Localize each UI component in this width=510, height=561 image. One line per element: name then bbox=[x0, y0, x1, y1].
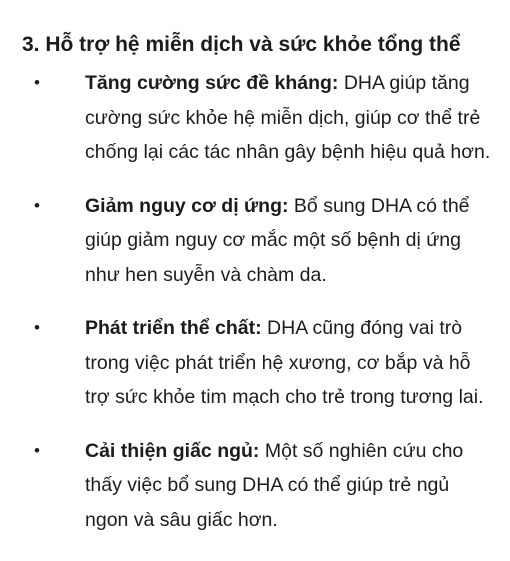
item-term: Phát triển thể chất: bbox=[85, 317, 262, 339]
item-text: DHA cũng đóng vai trò trong việc phát triển hệ xương, cơ bắp và hỗ trợ sức khỏe tim mạch cho trẻ trong tương lai. bbox=[85, 317, 484, 408]
article-content bbox=[22, 30, 502, 556]
list-item-allergy bbox=[22, 189, 491, 293]
section-heading: 3. Hỗ trợ hệ miễn dịch và sức khỏe tổng thể bbox=[22, 33, 461, 56]
item-term: Giảm nguy cơ dị ứng: bbox=[85, 194, 289, 217]
item-text: DHA giúp tăng cường sức khỏe hệ miễn dịch, giúp cơ thể trẻ chống lại các tác nhân gây bệnh hiệu quả hơn. bbox=[85, 72, 491, 163]
bullet-icon: • bbox=[34, 318, 40, 337]
item-text: Một số nghiên cứu cho thấy việc bổ sung DHA có thể giúp trẻ ngủ ngon và sâu giấc hơn. bbox=[85, 439, 464, 531]
bullet-icon: • bbox=[34, 440, 40, 460]
bullet-icon: • bbox=[34, 195, 40, 215]
benefit-list bbox=[22, 66, 502, 537]
bullet-icon: • bbox=[34, 73, 40, 92]
item-term: Tăng cường sức đề kháng: bbox=[85, 72, 339, 94]
list-item-immunity bbox=[22, 66, 491, 170]
item-text: Bổ sung DHA có thể giúp giảm nguy cơ mắc một số bệnh dị ứng như hen suyễn và chàm da. bbox=[85, 194, 470, 286]
item-term: Cải thiện giấc ngủ: bbox=[85, 439, 260, 462]
list-item-sleep bbox=[22, 434, 491, 538]
list-item-physical bbox=[22, 311, 491, 415]
